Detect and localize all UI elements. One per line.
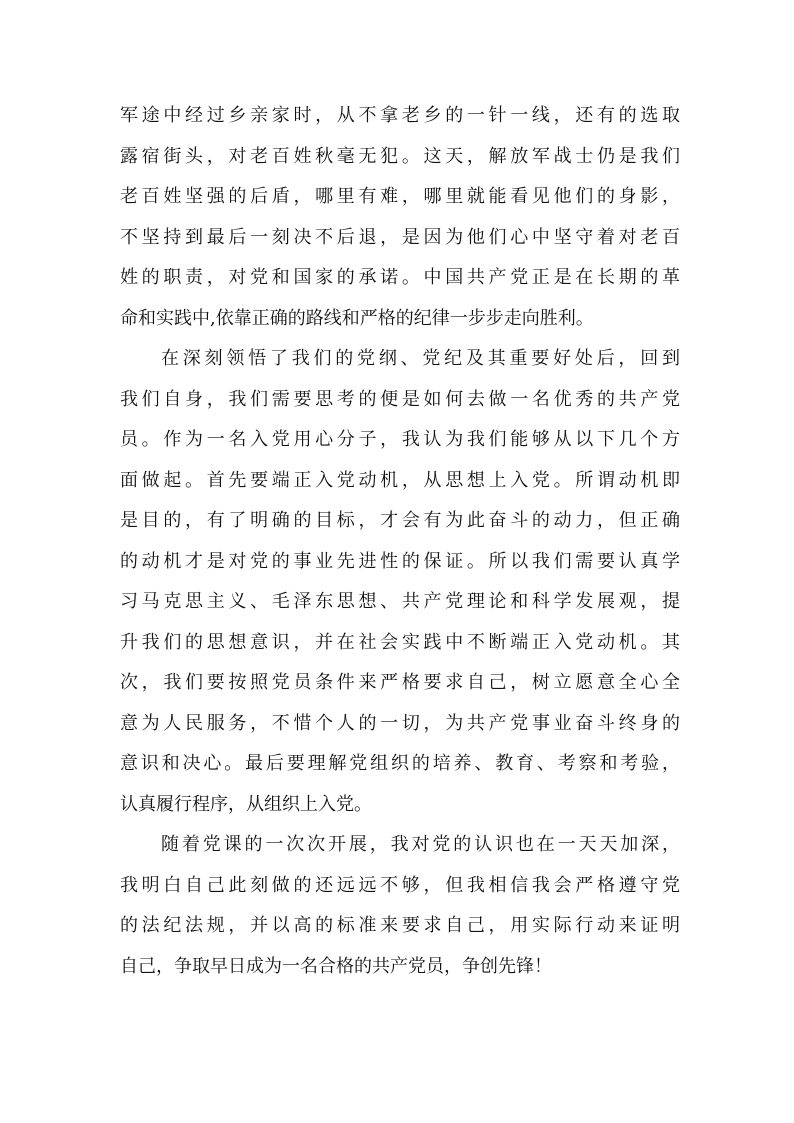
text-line: 的动机才是对党的事业先进性的保证。所以我们需要认真学	[120, 550, 680, 572]
text-line: 姓的职责，对党和国家的承诺。中国共产党正是在长期的革	[120, 267, 680, 288]
text-line: 军途中经过乡亲家时，从不拿老乡的一针一线，还有的选取	[120, 105, 680, 126]
text-line: 随着党课的一次次开展，我对党的认识也在一天天加深，	[161, 834, 680, 855]
text-line: 自己，争取早日成为一名合格的共产党员，争创先锋！	[120, 955, 552, 977]
text-line: 意为人民服务，不惜个人的一切，为共产党事业奋斗终身的	[120, 712, 680, 734]
text-line: 的法纪法规，并以高的标准来要求自己，用实际行动来证明	[120, 915, 680, 936]
text-line: 我们自身，我们需要思考的便是如何去做一名优秀的共产党	[120, 388, 680, 410]
text-line: 我明白自己此刻做的还远远不够，但我相信我会严格遵守党	[120, 874, 680, 896]
text-line: 老百姓坚强的后盾，哪里有难，哪里就能看见他们的身影，	[120, 186, 680, 207]
text-line: 不坚持到最后一刻决不后退，是因为他们心中坚守着对老百	[120, 226, 680, 248]
text-line: 在深刻领悟了我们的党纲、党纪及其重要好处后，回到	[161, 348, 680, 369]
text-line: 升我们的思想意识，并在社会实践中不断端正入党动机。其	[120, 631, 680, 653]
text-line: 露宿街头，对老百姓秋毫无犯。这天，解放军战士仍是我们	[120, 145, 680, 167]
text-line: 习马克思主义、毛泽东思想、共产党理论和科学发展观，提	[120, 591, 680, 612]
document-body	[120, 96, 680, 987]
text-line: 次，我们要按照党员条件来严格要求自己，树立愿意全心全	[120, 672, 680, 693]
text-line: 员。作为一名入党用心分子，我认为我们能够从以下几个方	[120, 429, 680, 450]
text-line: 是目的，有了明确的目标，才会有为此奋斗的动力，但正确	[120, 510, 680, 531]
text-line: 意识和决心。最后要理解党组织的培养、教育、考察和考验，	[120, 753, 680, 774]
text-line: 命和实践中,依靠正确的路线和严格的纪律一步步走向胜利。	[120, 307, 594, 329]
text-line: 认真履行程序，从组织上入党。	[120, 793, 372, 815]
text-line: 面做起。首先要端正入党动机，从思想上入党。所谓动机即	[120, 469, 680, 491]
